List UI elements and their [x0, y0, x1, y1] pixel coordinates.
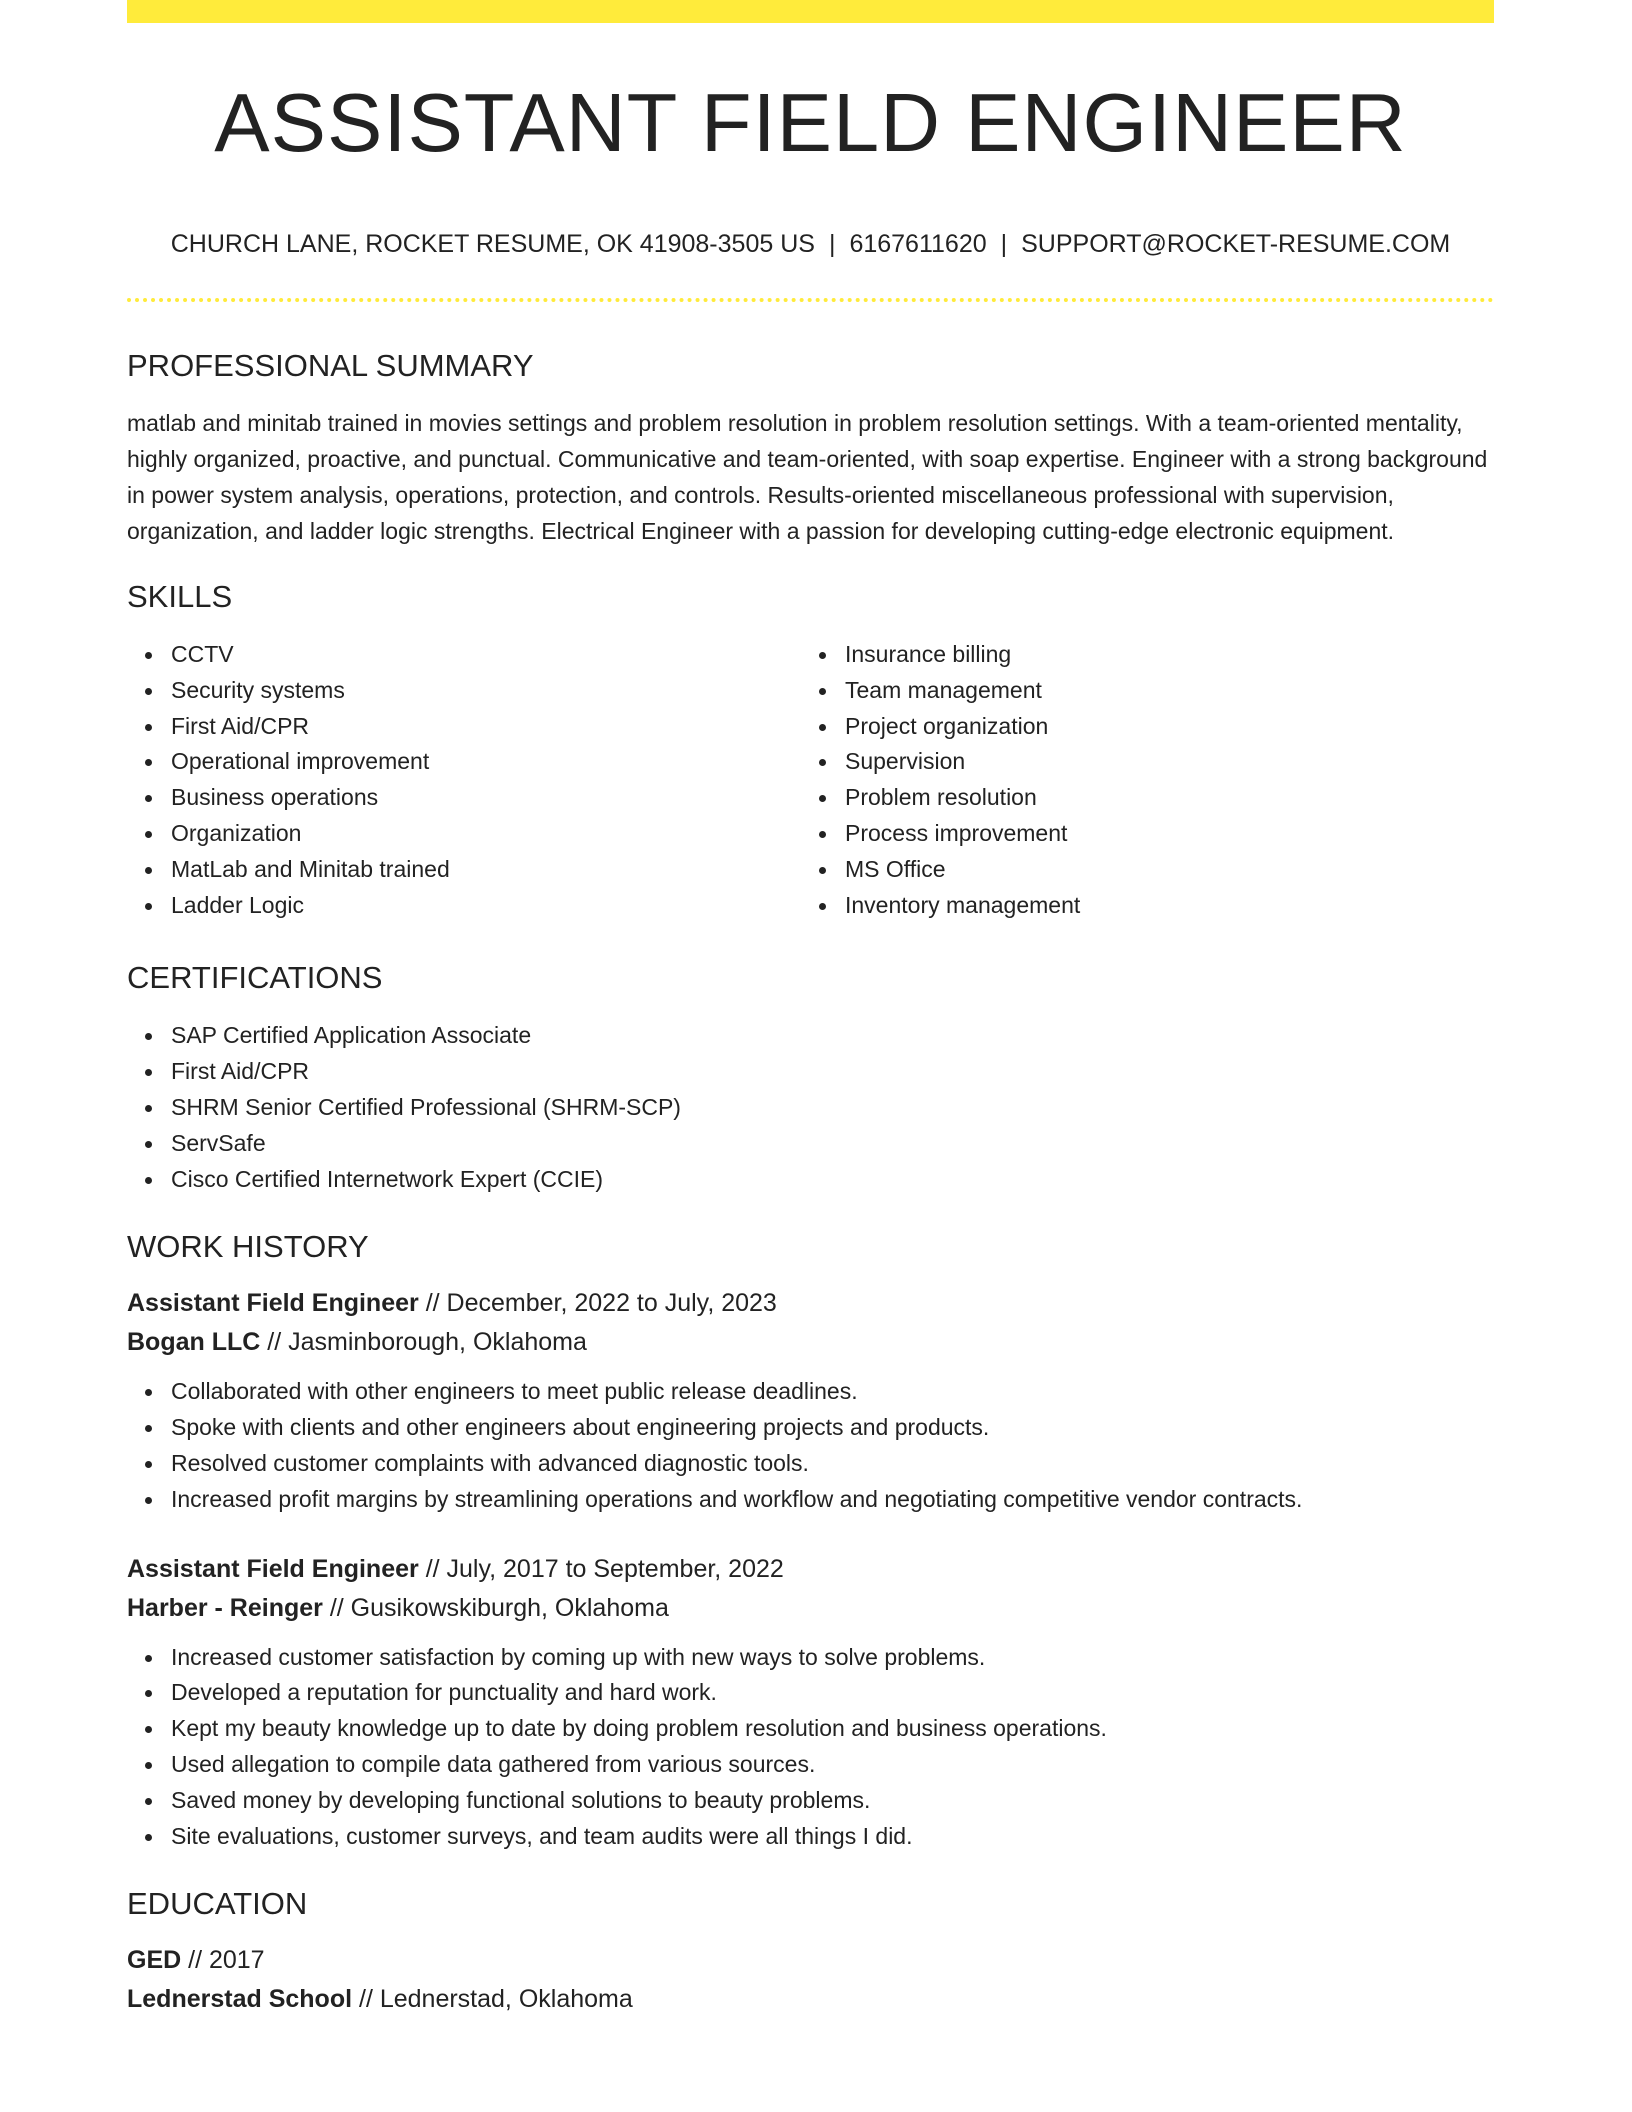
job-company: Harber - Reinger	[127, 1593, 323, 1622]
skill-item: MatLab and Minitab trained	[171, 852, 801, 888]
skill-item: First Aid/CPR	[171, 709, 801, 745]
contact-separator: |	[1000, 230, 1008, 258]
job-role: Assistant Field Engineer	[127, 1289, 419, 1318]
skill-item: Inventory management	[845, 888, 1475, 924]
skills-column-right	[801, 637, 1475, 923]
certification-item: First Aid/CPR	[171, 1054, 1494, 1090]
education-school: Lednerstad School	[127, 1985, 353, 2014]
skill-item: Project organization	[845, 709, 1475, 745]
header-divider	[127, 298, 1494, 302]
skills-list-right	[801, 637, 1475, 923]
summary-heading: PROFESSIONAL SUMMARY	[127, 348, 534, 383]
job-responsibilities	[127, 1640, 1494, 1855]
skill-item: CCTV	[171, 637, 801, 673]
certification-item: SHRM Senior Certified Professional (SHRM-SCP)	[171, 1090, 1494, 1126]
top-accent-bar	[127, 0, 1494, 23]
skills-heading: SKILLS	[127, 579, 233, 614]
summary-text: matlab and minitab trained in movies settings and problem resolution in problem resolution settings. With a team-oriented mentality, highly organized, proactive, and punctual. Communicative and team-oriented, with soap expertise. Engineer with a strong background in power system analysis, operations, protection, and controls. Results-oriented miscellaneous professional with supervision, organization, and ladder logic strengths. Electrical Engineer with a passion for developing cutting-edge electronic equipment.	[127, 410, 1488, 544]
job-entry	[127, 1550, 1494, 1855]
skills-list-left	[127, 637, 801, 923]
education-entry	[127, 1941, 1494, 2019]
job-dates: // December, 2022 to July, 2023	[418, 1289, 777, 1318]
education-degree-line	[127, 1941, 1494, 1980]
responsibility-item: Increased profit margins by streamlining operations and workflow and negotiating competitive vendor contracts.	[171, 1482, 1494, 1518]
responsibility-item: Collaborated with other engineers to meet public release deadlines.	[171, 1374, 1494, 1410]
resume-name: ASSISTANT FIELD ENGINEER	[214, 76, 1407, 169]
education-degree: GED	[127, 1946, 182, 1975]
education-school-line	[127, 1980, 1494, 2019]
responsibility-item: Saved money by developing functional solutions to beauty problems.	[171, 1783, 1494, 1819]
contact-address: CHURCH LANE, ROCKET RESUME, OK 41908-3505 US	[170, 230, 815, 258]
certification-item: ServSafe	[171, 1126, 1494, 1162]
job-role: Assistant Field Engineer	[127, 1554, 419, 1583]
job-title-line	[127, 1284, 1494, 1323]
skill-item: Problem resolution	[845, 780, 1475, 816]
work-history-heading: WORK HISTORY	[127, 1229, 369, 1265]
resume-page	[127, 0, 1494, 2019]
skill-item: Security systems	[171, 673, 801, 709]
contact-phone: 6167611620	[849, 230, 987, 258]
contact-email: SUPPORT@ROCKET-RESUME.COM	[1021, 230, 1451, 258]
skill-item: Operational improvement	[171, 744, 801, 780]
skill-item: Supervision	[845, 744, 1475, 780]
skill-item: Process improvement	[845, 816, 1475, 852]
certifications-list	[127, 1018, 1494, 1197]
responsibility-item: Increased customer satisfaction by coming up with new ways to solve problems.	[171, 1640, 1494, 1676]
education-heading: EDUCATION	[127, 1886, 308, 1922]
responsibility-item: Kept my beauty knowledge up to date by doing problem resolution and business operations.	[171, 1711, 1494, 1747]
education-year: // 2017	[181, 1946, 265, 1975]
skill-item: MS Office	[845, 852, 1475, 888]
job-location: // Jasminborough, Oklahoma	[260, 1328, 587, 1357]
responsibility-item: Site evaluations, customer surveys, and team audits were all things I did.	[171, 1819, 1494, 1855]
skill-item: Organization	[171, 816, 801, 852]
skill-item: Insurance billing	[845, 637, 1475, 673]
contact-separator: |	[828, 230, 836, 258]
responsibility-item: Developed a reputation for punctuality and hard work.	[171, 1675, 1494, 1711]
responsibility-item: Spoke with clients and other engineers about engineering projects and products.	[171, 1410, 1494, 1446]
job-entry	[127, 1284, 1494, 1517]
job-dates: // July, 2017 to September, 2022	[418, 1554, 784, 1583]
skill-item: Team management	[845, 673, 1475, 709]
job-title-line	[127, 1550, 1494, 1589]
skill-item: Ladder Logic	[171, 888, 801, 924]
certification-item: SAP Certified Application Associate	[171, 1018, 1494, 1054]
contact-line	[127, 232, 1494, 257]
responsibility-item: Used allegation to compile data gathered from various sources.	[171, 1747, 1494, 1783]
skills-column-left	[127, 637, 801, 923]
responsibility-item: Resolved customer complaints with advanced diagnostic tools.	[171, 1446, 1494, 1482]
skills-grid	[127, 637, 1494, 923]
job-company: Bogan LLC	[127, 1328, 261, 1357]
job-location: // Gusikowskiburgh, Oklahoma	[322, 1593, 669, 1622]
job-responsibilities	[127, 1374, 1494, 1517]
job-company-line	[127, 1589, 1494, 1628]
certification-item: Cisco Certified Internetwork Expert (CCIE)	[171, 1162, 1494, 1198]
job-company-line	[127, 1323, 1494, 1362]
education-location: // Lednerstad, Oklahoma	[352, 1985, 633, 2014]
skill-item: Business operations	[171, 780, 801, 816]
certifications-heading: CERTIFICATIONS	[127, 960, 383, 996]
